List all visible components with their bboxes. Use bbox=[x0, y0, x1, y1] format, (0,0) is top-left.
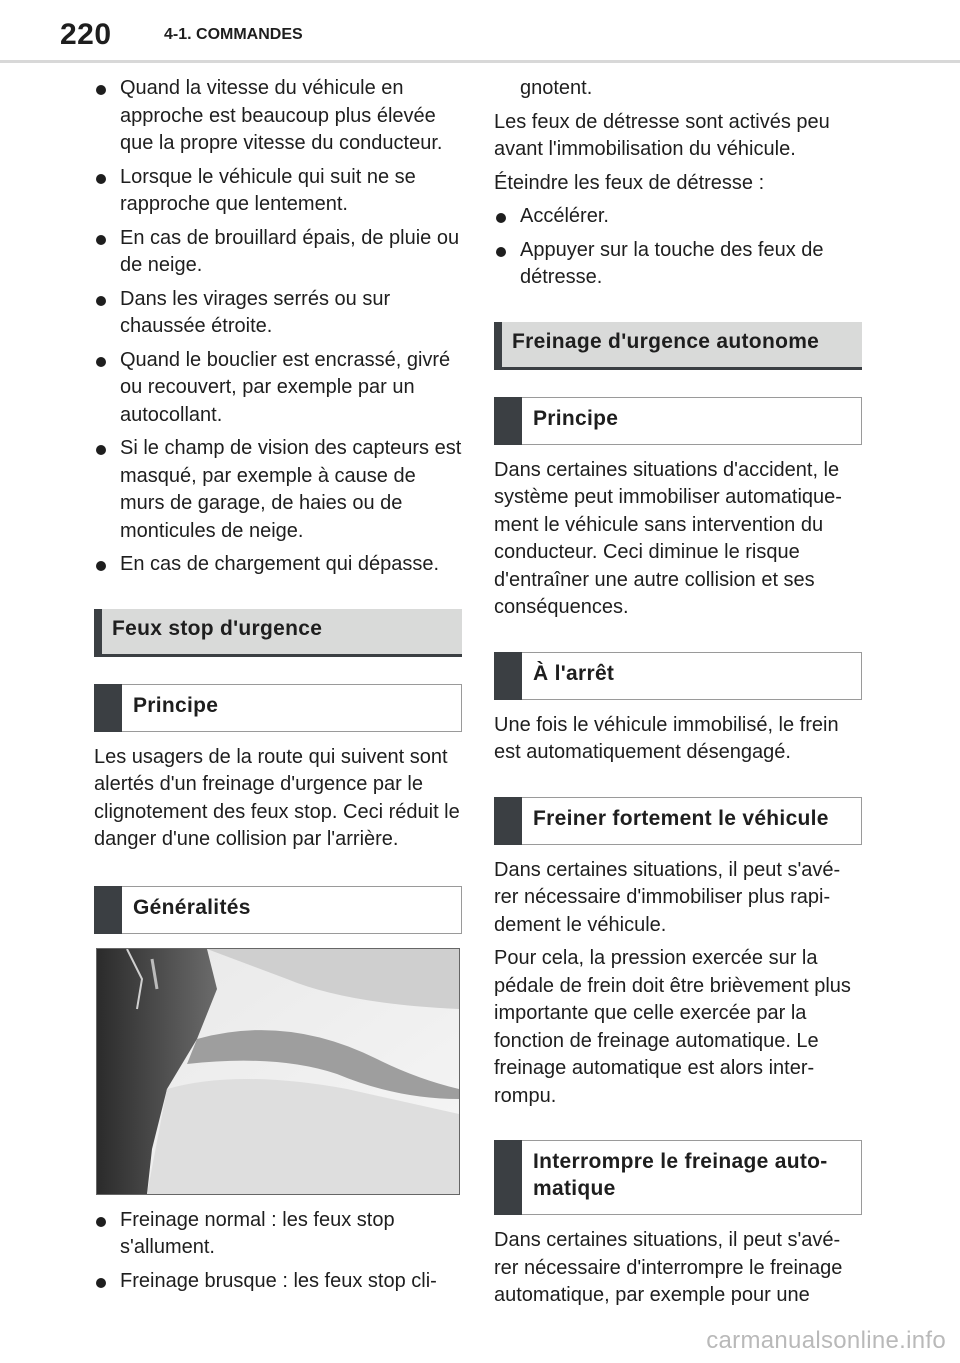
principe-text: Dans certaines situations d'accident, le système peut immobiliser automatique-ment le véhicule sans intervention du conducteur. Ceci diminue le risque d'entraîner une autre collision et ses conséquences. bbox=[494, 458, 842, 618]
right-column bbox=[494, 75, 862, 1316]
list-item: Accélérer. bbox=[494, 203, 862, 231]
list-item: Dans les virages serrés ou sur chaussée étroite. bbox=[94, 286, 462, 341]
bullet-dot-icon bbox=[96, 445, 106, 455]
principe-text: Les usagers de la route qui suivent sont alertés d'un freinage d'urgence par le clignotement des feux stop. Ceci réduit le danger d'une collision par l'arrière. bbox=[94, 745, 460, 850]
list-item: Quand le bouclier est encrassé, givré ou recouvert, par exemple par un autocollant. bbox=[94, 347, 462, 430]
list-item: En cas de brouillard épais, de pluie ou de neige. bbox=[94, 225, 462, 280]
bullet-dot-icon bbox=[96, 1278, 106, 1288]
bullet-dot-icon bbox=[496, 247, 506, 257]
header-rule bbox=[0, 60, 960, 63]
heading-block bbox=[494, 652, 522, 700]
subheading-principe: Principe bbox=[494, 397, 862, 445]
interrompre-text: Dans certaines situations, il peut s'avé-rer nécessaire d'interrompre le freinage automatique, par exemple pour une bbox=[494, 1229, 843, 1306]
paragraph: Éteindre les feux de détresse : bbox=[494, 171, 765, 194]
freiner-text: Dans certaines situations, il peut s'avé-rer nécessaire d'immobiliser plus rapi-dement le véhicule. bbox=[494, 858, 841, 936]
list-item: Quand la vitesse du véhicule en approche est beaucoup plus élevée que la propre vitesse du conducteur. bbox=[94, 75, 462, 158]
subheading-freiner: Freiner fortement le véhicule bbox=[494, 797, 862, 845]
heading-block bbox=[494, 797, 522, 845]
heading-block bbox=[494, 1140, 522, 1215]
heading-block bbox=[94, 886, 122, 934]
bullet-dot-icon bbox=[96, 1217, 106, 1227]
watermark: carmanualsonline.info bbox=[706, 1327, 946, 1354]
list-item: Si le champ de vision des capteurs est masqué, par exemple à cause de murs de garage, de haies ou de monticules de neige. bbox=[94, 435, 462, 545]
subheading-interrompre: Interrompre le freinage auto-matique bbox=[494, 1140, 862, 1215]
page-number: 220 bbox=[60, 18, 112, 51]
bullet-dot-icon bbox=[496, 213, 506, 223]
list-item: Freinage brusque : les feux stop cli- bbox=[94, 1268, 462, 1296]
heading-block bbox=[94, 684, 122, 732]
bullet-dot-icon bbox=[96, 235, 106, 245]
section-heading-feux-stop: Feux stop d'urgence bbox=[94, 609, 462, 657]
subheading-principe: Principe bbox=[94, 684, 462, 732]
list-item: En cas de chargement qui dépasse. bbox=[94, 551, 462, 579]
subheading-generalites: Généralités bbox=[94, 886, 462, 934]
heading-block bbox=[494, 397, 522, 445]
heading-bar bbox=[494, 322, 502, 370]
list-item: Appuyer sur la touche des feux de détresse. bbox=[494, 237, 862, 292]
freiner-text-2: Pour cela, la pression exercée sur la pédale de frein doit être brièvement plus importante que celle exercée par la fonction de freinage automatique. Le freinage automatique est alors inter-rompu. bbox=[494, 947, 851, 1107]
subheading-arret: À l'arrêt bbox=[494, 652, 862, 700]
section-heading-freinage-urgence: Freinage d'urgence autonome bbox=[494, 322, 862, 370]
bullet-dot-icon bbox=[96, 296, 106, 306]
left-column bbox=[94, 75, 462, 1301]
arret-text: Une fois le véhicule immobilisé, le frein est automatiquement désengagé. bbox=[494, 713, 839, 763]
paragraph: Les feux de détresse sont activés peu avant l'immobilisation du véhicule. bbox=[494, 110, 830, 160]
continued-text: gnotent. bbox=[520, 77, 593, 99]
heading-bar bbox=[94, 609, 102, 657]
brake-light-photo bbox=[96, 948, 460, 1195]
bullet-dot-icon bbox=[96, 561, 106, 571]
section-label: 4-1. COMMANDES bbox=[164, 26, 303, 43]
list-item: Freinage normal : les feux stop s'allument. bbox=[94, 1207, 462, 1262]
bullet-dot-icon bbox=[96, 174, 106, 184]
bullet-dot-icon bbox=[96, 357, 106, 367]
bullet-dot-icon bbox=[96, 85, 106, 95]
list-item: Lorsque le véhicule qui suit ne se rapproche que lentement. bbox=[94, 164, 462, 219]
